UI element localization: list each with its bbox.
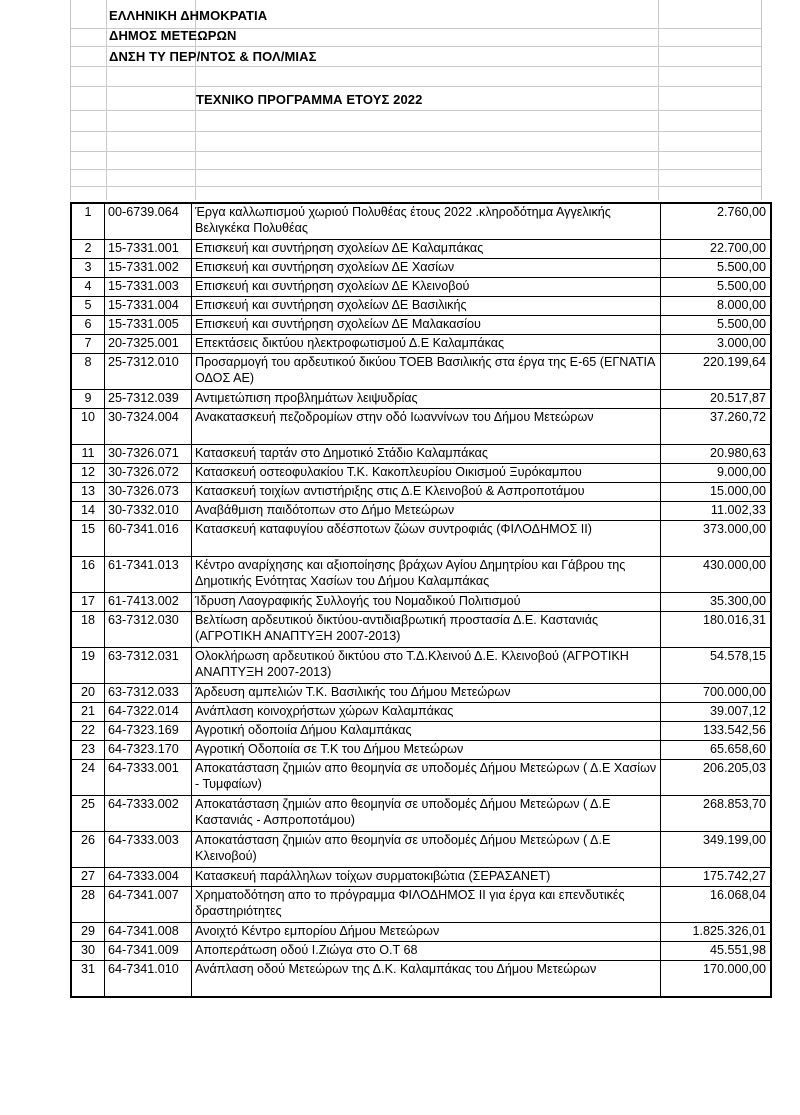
grid-line [70,131,762,132]
budget-code: 64-7333.001 [105,760,192,796]
project-amount: 268.853,70 [661,796,772,832]
table-row [71,335,771,354]
row-number: 26 [71,832,105,868]
project-description: Ανακατασκευή πεζοδρομίων στην οδό Ιωαννίνων του Δήμου Μετεώρων [192,409,661,445]
budget-code: 30-7326.072 [105,464,192,483]
row-number: 4 [71,278,105,297]
row-number: 7 [71,335,105,354]
budget-code: 20-7325.001 [105,335,192,354]
project-amount: 20.517,87 [661,390,772,409]
document-title: ΤΕΧΝΙΚΟ ΠΡΟΓΡΑΜΜΑ ΕΤΟΥΣ 2022 [196,92,423,107]
grid-line [70,46,762,47]
project-description: Κατασκευή ταρτάν στο Δημοτικό Στάδιο Καλαμπάκας [192,445,661,464]
project-description: Αποκατάσταση ζημιών απο θεομηνία σε υποδομές Δήμου Μετεώρων ( Δ.Ε Κλεινοβού) [192,832,661,868]
table-row [71,502,771,521]
project-amount: 175.742,27 [661,868,772,887]
budget-code: 63-7312.033 [105,684,192,703]
budget-code: 64-7341.009 [105,942,192,961]
table-row [71,796,771,832]
project-amount: 54.578,15 [661,648,772,684]
project-amount: 2.760,00 [661,203,772,240]
row-number: 10 [71,409,105,445]
table-row [71,593,771,612]
header-line-1: ΕΛΛΗΝΙΚΗ ΔΗΜΟΚΡΑΤΙΑ [109,8,268,23]
row-number: 21 [71,703,105,722]
project-description: Αγροτική οδοποιία Δήμου Καλαμπάκας [192,722,661,741]
budget-code: 64-7333.003 [105,832,192,868]
budget-code: 64-7322.014 [105,703,192,722]
project-amount: 37.260,72 [661,409,772,445]
row-number: 15 [71,521,105,557]
table-row [71,612,771,648]
row-number: 24 [71,760,105,796]
budget-code: 25-7312.039 [105,390,192,409]
project-amount: 700.000,00 [661,684,772,703]
table-row [71,445,771,464]
project-description: Χρηματοδότηση απο το πρόγραμμα ΦΙΛΟΔΗΜΟΣ ΙΙ για έργα και επενδυτικές δραστηριότητες [192,887,661,923]
row-number: 17 [71,593,105,612]
project-description: Κατασκευή καταφυγίου αδέσποτων ζώων συντροφιάς (ΦΙΛΟΔΗΜΟΣ ΙΙ) [192,521,661,557]
row-number: 29 [71,923,105,942]
project-description: Επισκευή και συντήρηση σχολείων ΔΕ Βασιλικής [192,297,661,316]
project-description: Αντιμετώπιση προβλημάτων λειψυδρίας [192,390,661,409]
project-description: Επισκευή και συντήρηση σχολείων ΔΕ Μαλακασίου [192,316,661,335]
budget-code: 63-7312.030 [105,612,192,648]
budget-code: 64-7323.169 [105,722,192,741]
grid-line [70,151,762,152]
table-row [71,887,771,923]
row-number: 16 [71,557,105,593]
project-description: Αποκατάσταση ζημιών απο θεομηνία σε υποδομές Δήμου Μετεώρων ( Δ.Ε Χασίων - Τυμφαίων) [192,760,661,796]
row-number: 9 [71,390,105,409]
grid-line [70,0,71,200]
grid-line [70,110,762,111]
table-row [71,297,771,316]
row-number: 25 [71,796,105,832]
budget-code: 15-7331.002 [105,259,192,278]
project-amount: 170.000,00 [661,961,772,998]
project-amount: 133.542,56 [661,722,772,741]
table-row [71,521,771,557]
table-row [71,203,771,240]
project-amount: 11.002,33 [661,502,772,521]
row-number: 12 [71,464,105,483]
project-description: Ανάπλαση κοινοχρήστων χώρων Καλαμπάκας [192,703,661,722]
table-row [71,760,771,796]
project-description: Κέντρο αναρίχησης και αξιοποίησης βράχων Αγίου Δημητρίου και Γάβρου της Δημοτικής Ενότητας Χασίων του Δήμου Καλαμπάκας [192,557,661,593]
row-number: 30 [71,942,105,961]
budget-code: 15-7331.001 [105,240,192,259]
project-description: Άρδευση αμπελιών Τ.Κ. Βασιλικής του Δήμου Μετεώρων [192,684,661,703]
project-amount: 39.007,12 [661,703,772,722]
project-description: Έργα καλλωπισμού χωριού Πολυθέας έτους 2022 .κληροδότημα Αγγελικής Βελιγκέκα Πολυθέας [192,203,661,240]
project-description: Αποκατάσταση ζημιών απο θεομηνία σε υποδομές Δήμου Μετεώρων ( Δ.Ε Καστανιάς - Ασπροποτάμου) [192,796,661,832]
project-description: Ολοκλήρωση αρδευτικού δικτύου στο Τ.Δ.Κλεινού Δ.Ε. Κλεινοβού (ΑΓΡΟΤΙΚΗ ΑΝΑΠΤΥΞΗ 2007-2013) [192,648,661,684]
budget-code: 15-7331.004 [105,297,192,316]
project-description: Αποπεράτωση οδού Ι.Ζιώγα στο Ο.Τ 68 [192,942,661,961]
row-number: 6 [71,316,105,335]
table-row [71,703,771,722]
row-number: 20 [71,684,105,703]
table-row [71,464,771,483]
row-number: 14 [71,502,105,521]
project-amount: 5.500,00 [661,259,772,278]
row-number: 31 [71,961,105,998]
row-number: 19 [71,648,105,684]
project-amount: 220.199,64 [661,354,772,390]
row-number: 18 [71,612,105,648]
table-row [71,409,771,445]
project-amount: 180.016,31 [661,612,772,648]
table-row [71,316,771,335]
project-amount: 5.500,00 [661,316,772,335]
project-amount: 5.500,00 [661,278,772,297]
grid-line [70,186,762,187]
budget-code: 25-7312.010 [105,354,192,390]
header-line-3: ΔΝΣΗ ΤΥ ΠΕΡ/ΝΤΟΣ & ΠΟΛ/ΜΙΑΣ [109,49,317,64]
row-number: 11 [71,445,105,464]
budget-code: 15-7331.005 [105,316,192,335]
grid-line [106,0,107,200]
project-amount: 430.000,00 [661,557,772,593]
table-row [71,648,771,684]
row-number: 27 [71,868,105,887]
project-amount: 20.980,63 [661,445,772,464]
table-row [71,240,771,259]
project-amount: 9.000,00 [661,464,772,483]
row-number: 23 [71,741,105,760]
row-number: 28 [71,887,105,923]
project-description: Βελτίωση αρδευτικού δικτύου-αντιδιαβρωτική προστασία Δ.Ε. Καστανιάς (ΑΓΡΟΤΙΚΗ ΑΝΑΠΤΥΞΗ 2007-2013) [192,612,661,648]
project-amount: 45.551,98 [661,942,772,961]
budget-code: 64-7341.010 [105,961,192,998]
grid-line [70,169,762,170]
row-number: 3 [71,259,105,278]
budget-code: 30-7326.071 [105,445,192,464]
project-amount: 16.068,04 [661,887,772,923]
budget-code: 61-7341.013 [105,557,192,593]
grid-line [761,0,762,200]
table-row [71,942,771,961]
grid-line [70,66,762,67]
table-row [71,868,771,887]
project-amount: 8.000,00 [661,297,772,316]
project-description: Επισκευή και συντήρηση σχολείων ΔΕ Χασίων [192,259,661,278]
budget-code: 00-6739.064 [105,203,192,240]
project-description: Επεκτάσεις δικτύου ηλεκτροφωτισμού Δ.Ε Καλαμπάκας [192,335,661,354]
project-description: Κατασκευή οστεοφυλακίου Τ.Κ. Κακοπλευρίου Οικισμού Ξυρόκαμπου [192,464,661,483]
budget-code: 61-7413.002 [105,593,192,612]
table-row [71,832,771,868]
budget-code: 64-7333.002 [105,796,192,832]
table-row [71,722,771,741]
budget-code: 60-7341.016 [105,521,192,557]
project-amount: 373.000,00 [661,521,772,557]
project-description: Ανοιχτό Κέντρο εμπορίου Δήμου Μετεώρων [192,923,661,942]
table-row [71,390,771,409]
table-row [71,278,771,297]
row-number: 8 [71,354,105,390]
budget-code: 30-7324.004 [105,409,192,445]
grid-line [70,86,762,87]
project-amount: 35.300,00 [661,593,772,612]
header-line-2: ΔΗΜΟΣ ΜΕΤΕΩΡΩΝ [109,28,237,43]
row-number: 5 [71,297,105,316]
project-description: Κατασκευή παράλληλων τοίχων συρματοκιβώτια (ΣΕΡΑΣΑΝΕΤ) [192,868,661,887]
table-row [71,741,771,760]
table-row [71,961,771,998]
budget-code: 30-7326.073 [105,483,192,502]
budget-code: 64-7341.008 [105,923,192,942]
project-amount: 1.825.326,01 [661,923,772,942]
project-description: Προσαρμογή του αρδευτικού δικύου ΤΟΕΒ Βασιλικής στα έργα της Ε-65 (ΕΓΝΑΤΙΑ ΟΔΟΣ ΑΕ) [192,354,661,390]
row-number: 2 [71,240,105,259]
table-row [71,923,771,942]
project-description: Αναβάθμιση παιδότοπων στο Δήμο Μετεώρων [192,502,661,521]
project-description: Επισκευή και συντήρηση σχολείων ΔΕ Κλεινοβού [192,278,661,297]
budget-code: 64-7333.004 [105,868,192,887]
project-description: Ανάπλαση οδού Μετεώρων της Δ.Κ. Καλαμπάκας του Δήμου Μετεώρων [192,961,661,998]
project-amount: 15.000,00 [661,483,772,502]
project-amount: 22.700,00 [661,240,772,259]
row-number: 22 [71,722,105,741]
table-row [71,684,771,703]
project-amount: 349.199,00 [661,832,772,868]
project-amount: 65.658,60 [661,741,772,760]
table-row [71,354,771,390]
projects-table [70,202,772,998]
row-number: 13 [71,483,105,502]
table-row [71,557,771,593]
table-row [71,483,771,502]
project-description: Κατασκευή τοιχίων αντιστήριξης στις Δ.Ε Κλεινοβού & Ασπροποτάμου [192,483,661,502]
project-amount: 206.205,03 [661,760,772,796]
budget-code: 64-7341.007 [105,887,192,923]
budget-code: 30-7332.010 [105,502,192,521]
project-amount: 3.000,00 [661,335,772,354]
budget-code: 64-7323.170 [105,741,192,760]
project-description: Αγροτική Οδοποιία σε Τ.Κ του Δήμου Μετεώρων [192,741,661,760]
budget-code: 15-7331.003 [105,278,192,297]
table-row [71,259,771,278]
grid-line [658,0,659,200]
budget-code: 63-7312.031 [105,648,192,684]
row-number: 1 [71,203,105,240]
project-description: Ίδρυση Λαογραφικής Συλλογής του Νομαδικού Πολιτισμού [192,593,661,612]
project-description: Επισκευή και συντήρηση σχολείων ΔΕ Καλαμπάκας [192,240,661,259]
